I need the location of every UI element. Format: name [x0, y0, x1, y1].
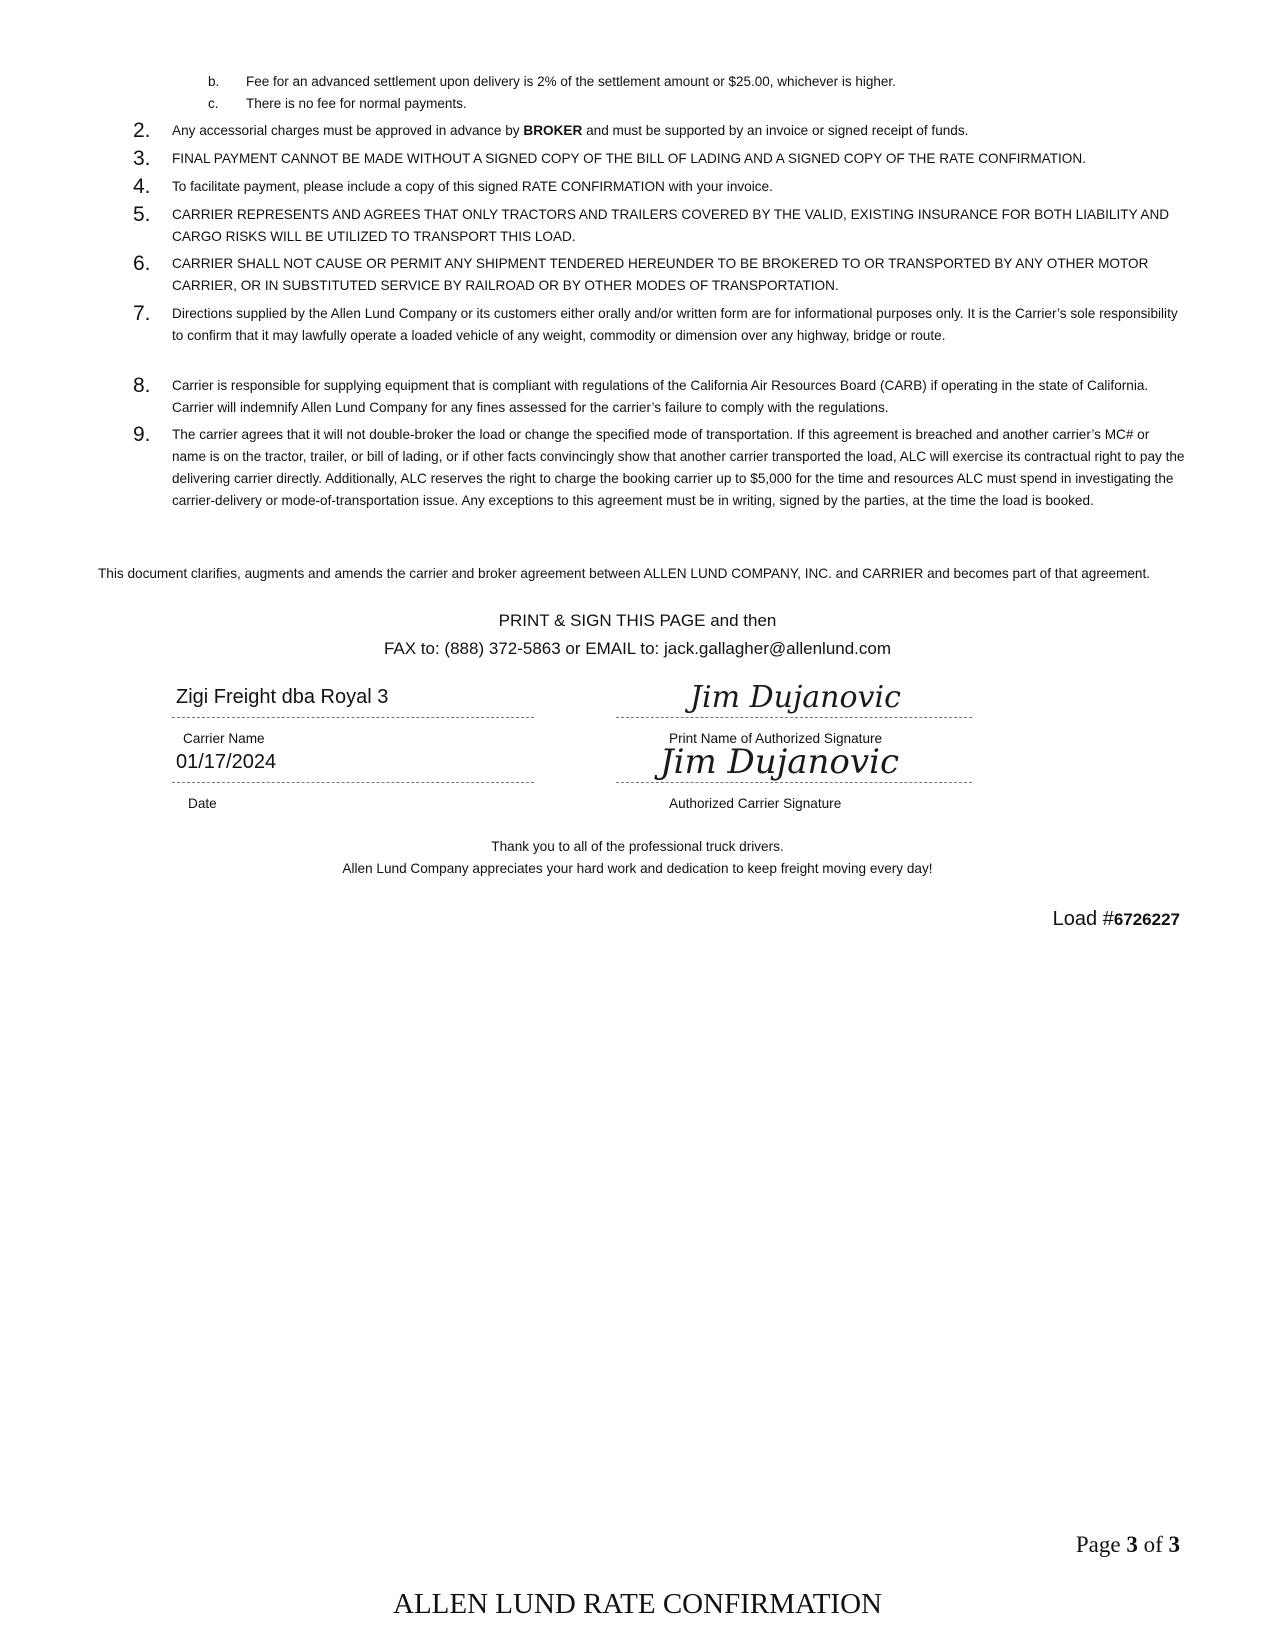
sub-item-text: There is no fee for normal payments.: [246, 96, 467, 111]
item-number: 8.: [133, 374, 151, 397]
item-text: CARRIER SHALL NOT CAUSE OR PERMIT ANY SHIPMENT TENDERED HEREUNDER TO BE BROKERED TO OR TRANSPORTED BY ANY OTHER MOTOR CARRIER, OR IN SUBSTITUTED SERVICE BY RAILROAD OR BY OTHER MODES OF TRANSPORTATION.: [172, 256, 1149, 293]
fax-email-instruction: FAX to: (888) 372-5863 or EMAIL to: jack.gallagher@allenlund.com: [383, 639, 892, 658]
signature-line: [616, 782, 972, 783]
item-text: FINAL PAYMENT CANNOT BE MADE WITHOUT A SIGNED COPY OF THE BILL OF LADING AND A SIGNED COPY OF THE RATE CONFIRMATION.: [172, 151, 1086, 166]
item-text: The carrier agrees that it will not double-broker the load or change the specified mode of transportation. If this agreement is breached and another carrier’s MC# or name is on the tractor, trailer, or bill of lading, or if other facts convincingly show that another carrier transported the load, ALC will exercise its contractual right to pay the delivering carrier directly. Additionally, ALC reserves the right to charge the booking carrier up to $5,000 for the time and resources ALC must spend in investigating the carrier-delivery or mode-of-transportation issue. Any exceptions to this agreement must be in writing, signed by the parties, at the time the load is booked.: [172, 427, 1185, 508]
item-text: Directions supplied by the Allen Lund Company or its customers either orally and/or written form are for informational purposes only. It is the Carrier’s sole responsibility to confirm that it may lawfully operate a loaded vehicle of any weight, commodity or dimension over any highway, bridge or route.: [172, 306, 1178, 343]
date-line: [172, 782, 534, 783]
page-current: 3: [1126, 1532, 1138, 1557]
item-text-before: Any accessorial charges must be approved in advance by: [172, 123, 524, 138]
item-text: Carrier is responsible for supplying equipment that is compliant with regulations of the California Air Resources Board (CARB) if operating in the state of California. Carrier will indemnify Allen Lund Company for any fines assessed for the carrier’s failure to comply with the regulations.: [172, 378, 1149, 415]
item-text: CARRIER REPRESENTS AND AGREES THAT ONLY TRACTORS AND TRAILERS COVERED BY THE VALID, EXISTING INSURANCE FOR BOTH LIABILITY AND CARGO RISKS WILL BE UTILIZED TO TRANSPORT THIS LOAD.: [172, 207, 1170, 244]
item-text: To facilitate payment, please include a copy of this signed RATE CONFIRMATION with your invoice.: [172, 179, 773, 194]
item-number: 4.: [133, 175, 151, 198]
item-number: 5.: [133, 203, 151, 226]
date-label: Date: [188, 796, 217, 811]
print-sign-instruction: PRINT & SIGN THIS PAGE and then: [498, 611, 777, 630]
print-name-value: Jim Dujanovic: [690, 680, 901, 715]
carrier-name-label: Carrier Name: [183, 731, 265, 746]
carrier-signature: Jim Dujanovic: [660, 742, 900, 782]
page-number: [1076, 1532, 1180, 1558]
load-number: [1053, 908, 1180, 931]
print-name-line: [616, 717, 972, 718]
sub-item-letter: b.: [208, 74, 220, 89]
carrier-name-line: [172, 717, 534, 718]
clarification-paragraph: This document clarifies, augments and amends the carrier and broker agreement between ALLEN LUND COMPANY, INC. and CARRIER and becomes part of that agreement.: [98, 566, 1151, 581]
print-name-label: Print Name of Authorized Signature: [669, 731, 883, 746]
sub-item-letter: c.: [208, 96, 219, 111]
date-value: 01/17/2024: [176, 751, 277, 773]
item-number: 3.: [133, 147, 151, 170]
signature-label: Authorized Carrier Signature: [669, 796, 842, 811]
item-number: 6.: [133, 252, 151, 275]
item-number: 2.: [133, 119, 151, 142]
footer-title: ALLEN LUND RATE CONFIRMATION: [393, 1588, 882, 1620]
load-label: Load #: [1052, 908, 1114, 930]
item-text-after: and must be supported by an invoice or signed receipt of funds.: [582, 123, 969, 138]
page-of: of: [1137, 1532, 1169, 1557]
sub-item-text: Fee for an advanced settlement upon delivery is 2% of the settlement amount or $25.00, whichever is higher.: [246, 74, 896, 89]
page-total: 3: [1168, 1532, 1180, 1557]
item-number: 7.: [133, 302, 151, 325]
thanks-line-2: Allen Lund Company appreciates your hard work and dedication to keep freight moving every day!: [342, 861, 933, 876]
carrier-name-value: Zigi Freight dba Royal 3: [176, 686, 389, 708]
page-prefix: Page: [1075, 1532, 1127, 1557]
item-text: [172, 120, 1187, 142]
thanks-line-1: Thank you to all of the professional truck drivers.: [491, 839, 784, 854]
load-number-value: 6726227: [1113, 910, 1180, 929]
item-number: 9.: [133, 423, 151, 446]
broker-bold-text: BROKER: [523, 123, 583, 138]
